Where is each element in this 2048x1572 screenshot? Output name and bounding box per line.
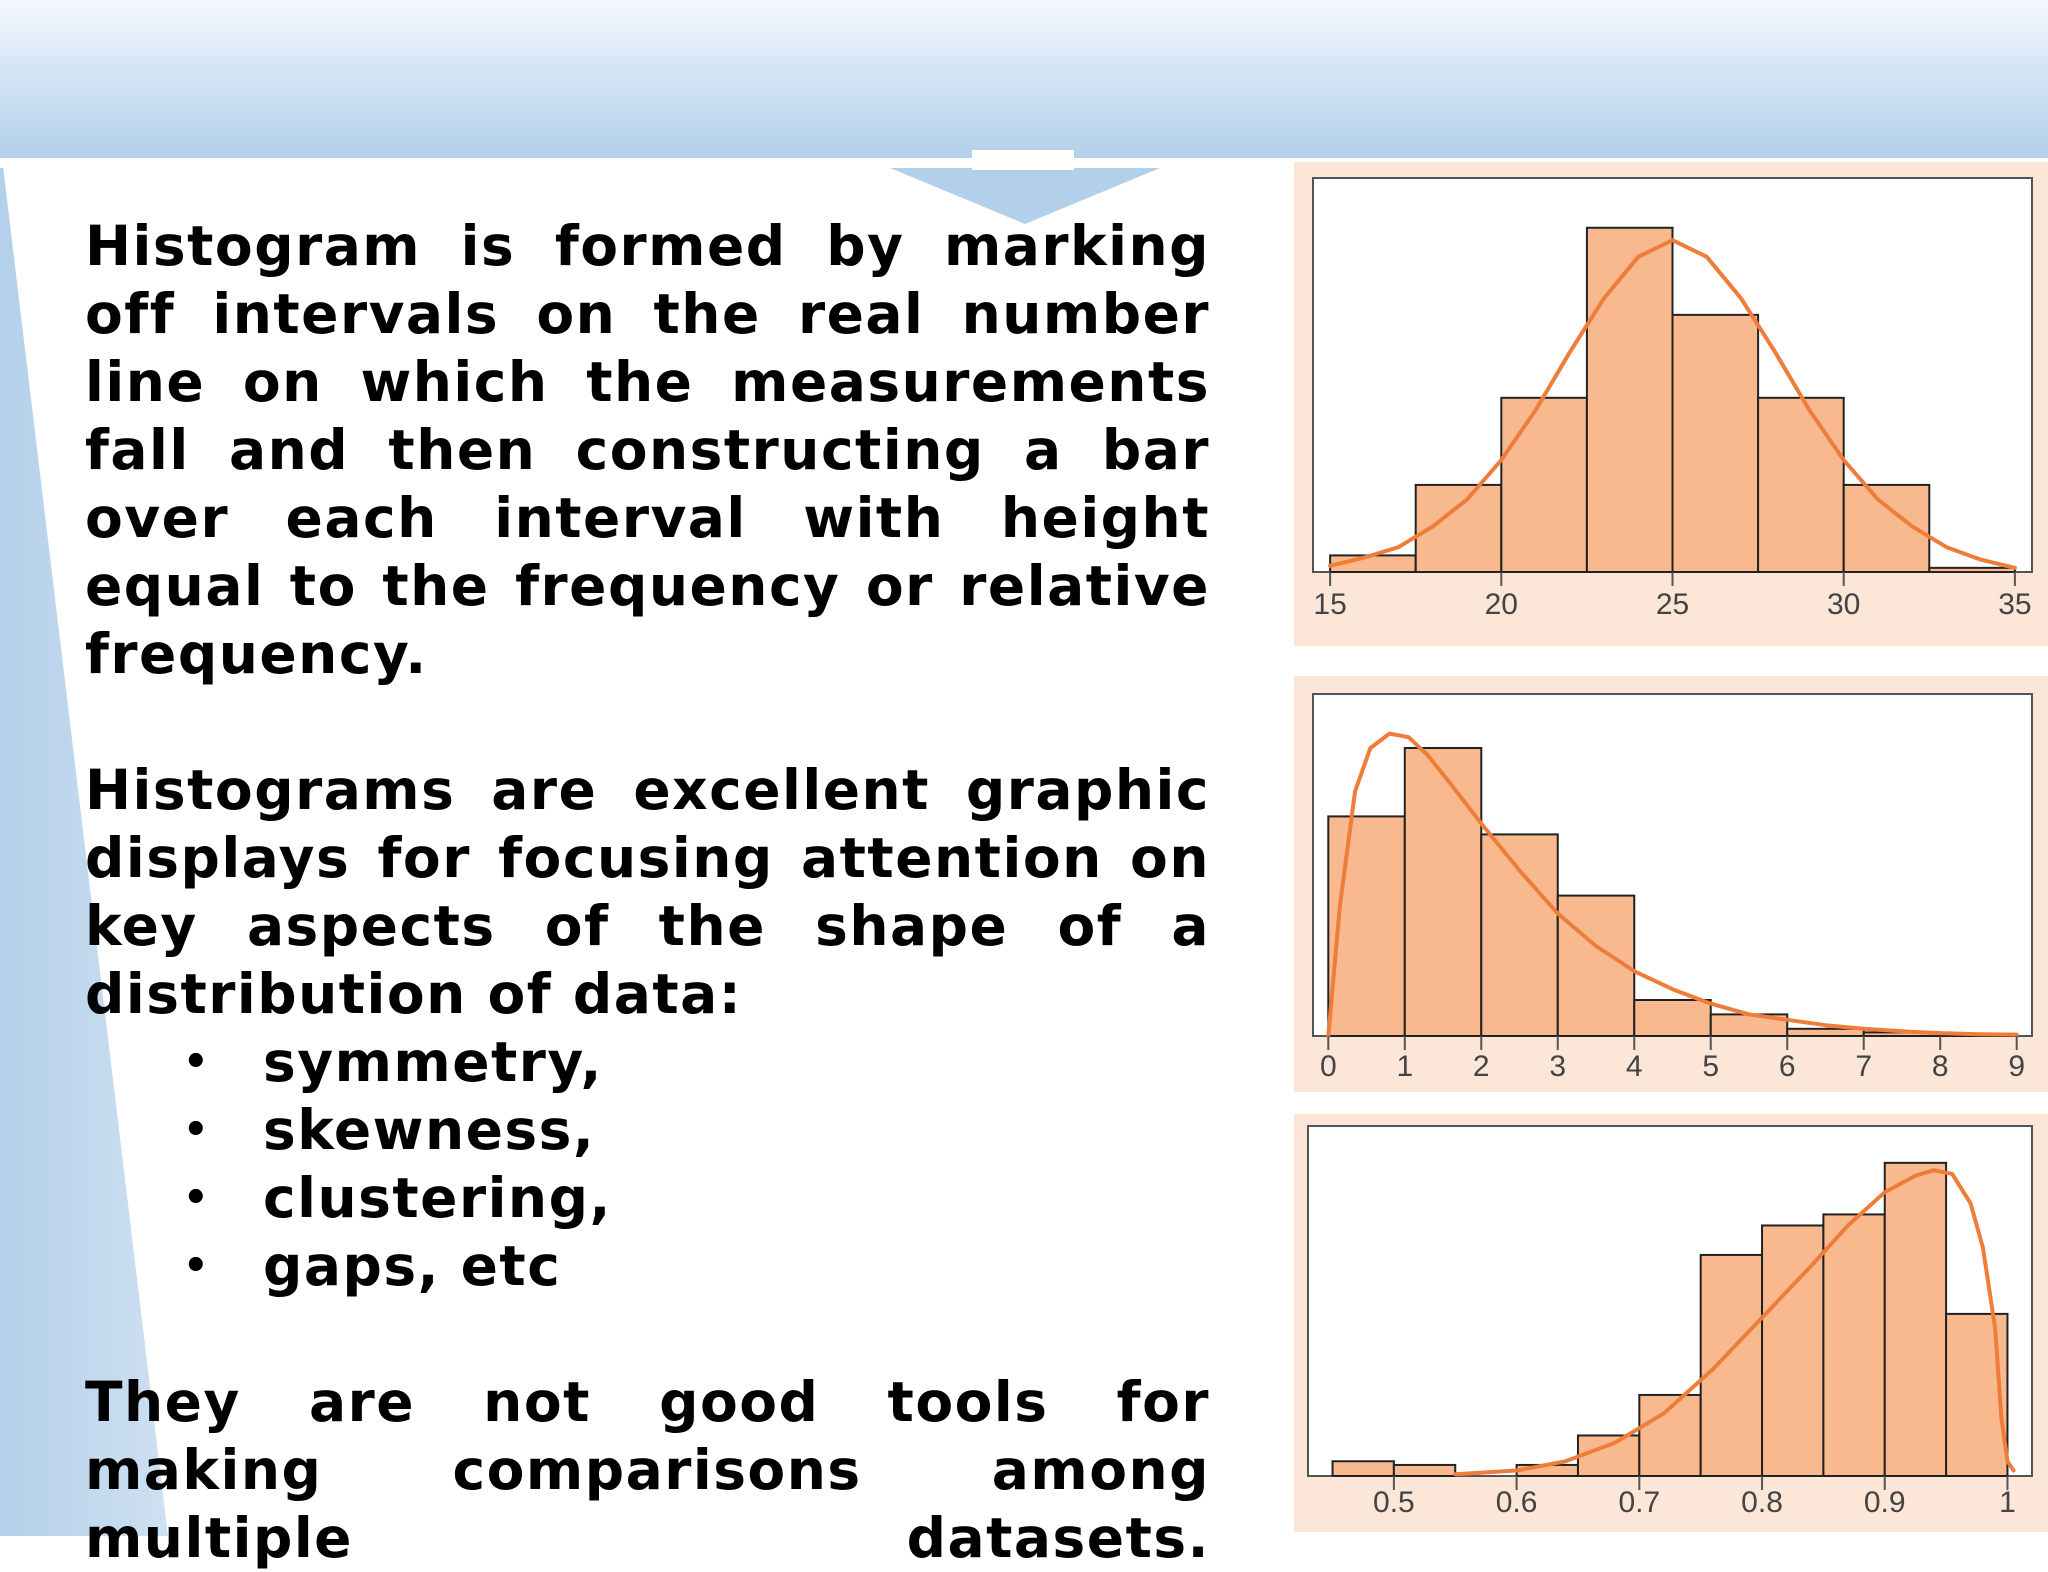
- x-tick-label: 15: [1313, 588, 1347, 621]
- list-item: [85, 1232, 1210, 1300]
- x-tick-label: 0: [1319, 1050, 1337, 1083]
- histogram-bar: [1634, 1000, 1710, 1036]
- histogram-right-skewed-chart: [1294, 676, 2048, 1092]
- histogram-bar: [1405, 748, 1481, 1036]
- histogram-bar: [1787, 1029, 1863, 1036]
- x-tick-label: 1: [1999, 1486, 2016, 1519]
- x-tick-label: 2: [1472, 1050, 1490, 1083]
- histogram-uses-paragraph: Histograms are excellent graphic displays for focusing attention on key aspects of the shape of a distribution of data:: [85, 758, 1210, 1026]
- histogram-symmetric-panel: [1294, 162, 2048, 646]
- slide-text: [85, 212, 1210, 1572]
- x-tick-label: 3: [1549, 1050, 1567, 1083]
- histogram-bar: [1673, 315, 1759, 572]
- list-item: [85, 1028, 1210, 1096]
- x-tick-label: 0.9: [1863, 1486, 1906, 1519]
- histogram-bar: [1758, 398, 1844, 572]
- list-item-label: clustering,: [263, 1166, 612, 1230]
- x-tick-label: 0.7: [1618, 1486, 1661, 1519]
- x-tick-label: 6: [1778, 1050, 1796, 1083]
- bullet-icon: •: [183, 1175, 211, 1221]
- x-tick-label: 8: [1931, 1050, 1949, 1083]
- x-tick-label: 1: [1396, 1050, 1414, 1083]
- x-tick-label: 0.6: [1495, 1486, 1538, 1519]
- x-tick-label: 35: [1998, 588, 2032, 621]
- histogram-definition-paragraph: Histogram is formed by marking off intervals on the real number line on which the measurements fall and then constructing a bar over each interval with height equal to the frequency or relative frequency.: [85, 214, 1210, 686]
- bullet-icon: •: [183, 1039, 211, 1085]
- x-tick-label: 9: [2008, 1050, 2026, 1083]
- histogram-bar: [1578, 1435, 1639, 1476]
- bullet-icon: •: [183, 1107, 211, 1153]
- distribution-aspects-list: [85, 1028, 1210, 1300]
- x-tick-label: 0.8: [1741, 1486, 1783, 1519]
- x-tick-label: 30: [1827, 588, 1861, 621]
- histogram-left-skewed-panel: [1294, 1114, 2048, 1532]
- x-tick-label: 20: [1484, 588, 1518, 621]
- list-item-label: gaps, etc: [263, 1234, 562, 1298]
- histogram-right-skewed-panel: [1294, 676, 2048, 1092]
- list-item: [85, 1164, 1210, 1232]
- list-item-label: skewness,: [263, 1098, 596, 1162]
- histogram-bar: [1394, 1465, 1455, 1476]
- x-tick-label: 5: [1702, 1050, 1720, 1083]
- histogram-bar: [1823, 1214, 1884, 1476]
- histogram-bar: [1481, 834, 1557, 1036]
- histogram-left-skewed-chart: [1294, 1114, 2048, 1532]
- list-item-label: symmetry,: [263, 1030, 603, 1094]
- histogram-limitations-paragraph: They are not good tools for making comparisons among multiple datasets.: [85, 1370, 1210, 1570]
- x-tick-label: 4: [1625, 1050, 1643, 1083]
- x-tick-label: 25: [1655, 588, 1690, 621]
- histogram-bar: [1333, 1461, 1394, 1476]
- list-item: [85, 1096, 1210, 1164]
- histogram-symmetric-chart: [1294, 162, 2048, 646]
- x-tick-label: 7: [1855, 1050, 1873, 1083]
- histogram-bar: [1587, 228, 1673, 572]
- histogram-bar: [1701, 1255, 1762, 1476]
- bullet-icon: •: [183, 1243, 211, 1289]
- histogram-bar: [1885, 1163, 1946, 1476]
- histogram-bar: [1501, 398, 1587, 572]
- x-tick-label: 0.5: [1373, 1486, 1415, 1519]
- histogram-bar: [1929, 568, 2015, 572]
